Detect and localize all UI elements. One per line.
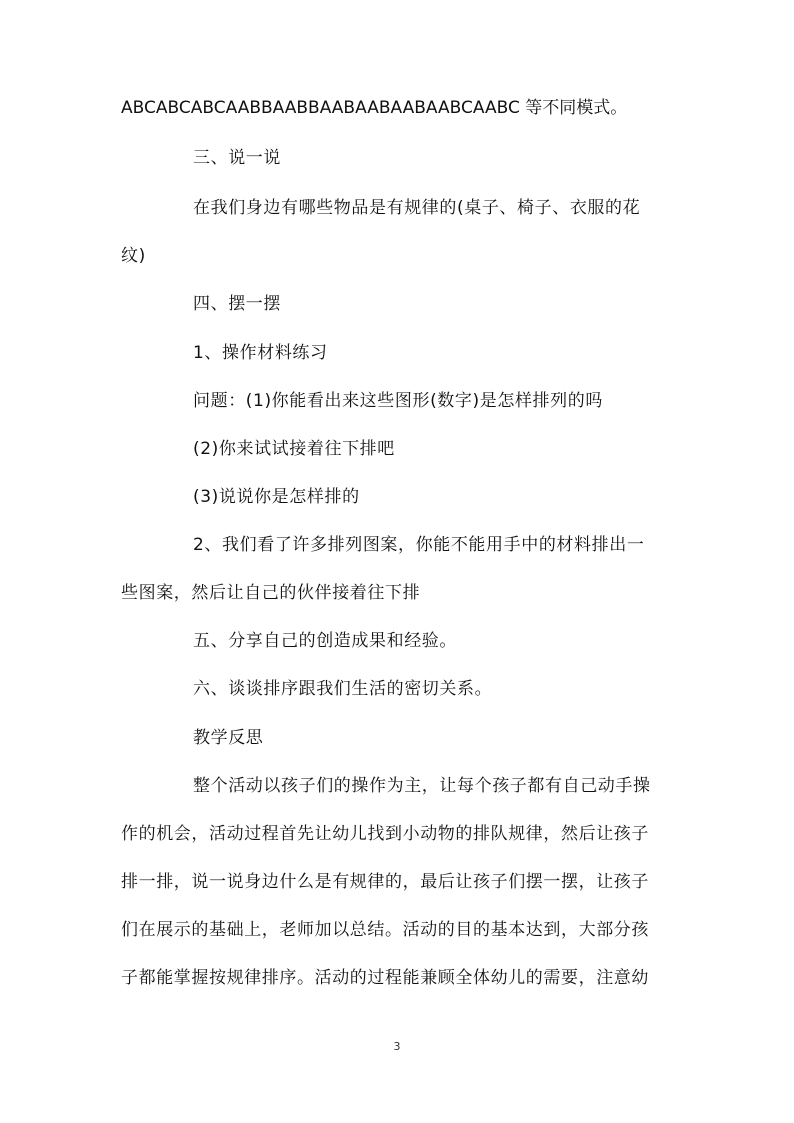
section-heading: 教学反思 bbox=[193, 728, 264, 748]
text-line: 作的机会，活动过程首先让幼儿找到小动物的排队规律，然后让孩子 bbox=[121, 824, 649, 844]
text-line: 们在展示的基础上，老师加以总结。活动的目的基本达到，大部分孩 bbox=[121, 920, 649, 940]
page-number: 3 bbox=[393, 1040, 401, 1053]
section-heading: 三、说一说 bbox=[193, 148, 281, 168]
section-heading: 六、谈谈排序跟我们生活的密切关系。 bbox=[193, 679, 493, 699]
text-line: 在我们身边有哪些物品是有规律的(桌子、椅子、衣服的花 bbox=[193, 198, 641, 218]
section-heading: 四、摆一摆 bbox=[193, 294, 281, 314]
text-line: 子都能掌握按规律排序。活动的过程能兼顾全体幼儿的需要，注意幼 bbox=[121, 968, 649, 988]
text-line: 2、我们看了许多排列图案，你能不能用手中的材料排出一 bbox=[193, 535, 645, 555]
text-line: 排一排，说一说身边什么是有规律的，最后让孩子们摆一摆，让孩子 bbox=[121, 872, 649, 892]
section-heading: 五、分享自己的创造成果和经验。 bbox=[193, 631, 457, 651]
text-line: 1、操作材料练习 bbox=[193, 343, 328, 363]
text-line: 些图案，然后让自己的伙伴接着往下排 bbox=[121, 583, 421, 603]
text-line: (3)说说你是怎样排的 bbox=[193, 487, 360, 507]
text-line: 问题：(1)你能看出来这些图形(数字)是怎样排列的吗 bbox=[193, 391, 603, 411]
text-line: ABCABCABCAABBAABBAABAABAABAABCAABC 等不同模式。 bbox=[121, 98, 628, 118]
text-line: 整个活动以孩子们的操作为主，让每个孩子都有自己动手操 bbox=[193, 776, 651, 796]
text-line: (2)你来试试接着往下排吧 bbox=[193, 439, 395, 459]
text-line: 纹) bbox=[121, 246, 146, 266]
